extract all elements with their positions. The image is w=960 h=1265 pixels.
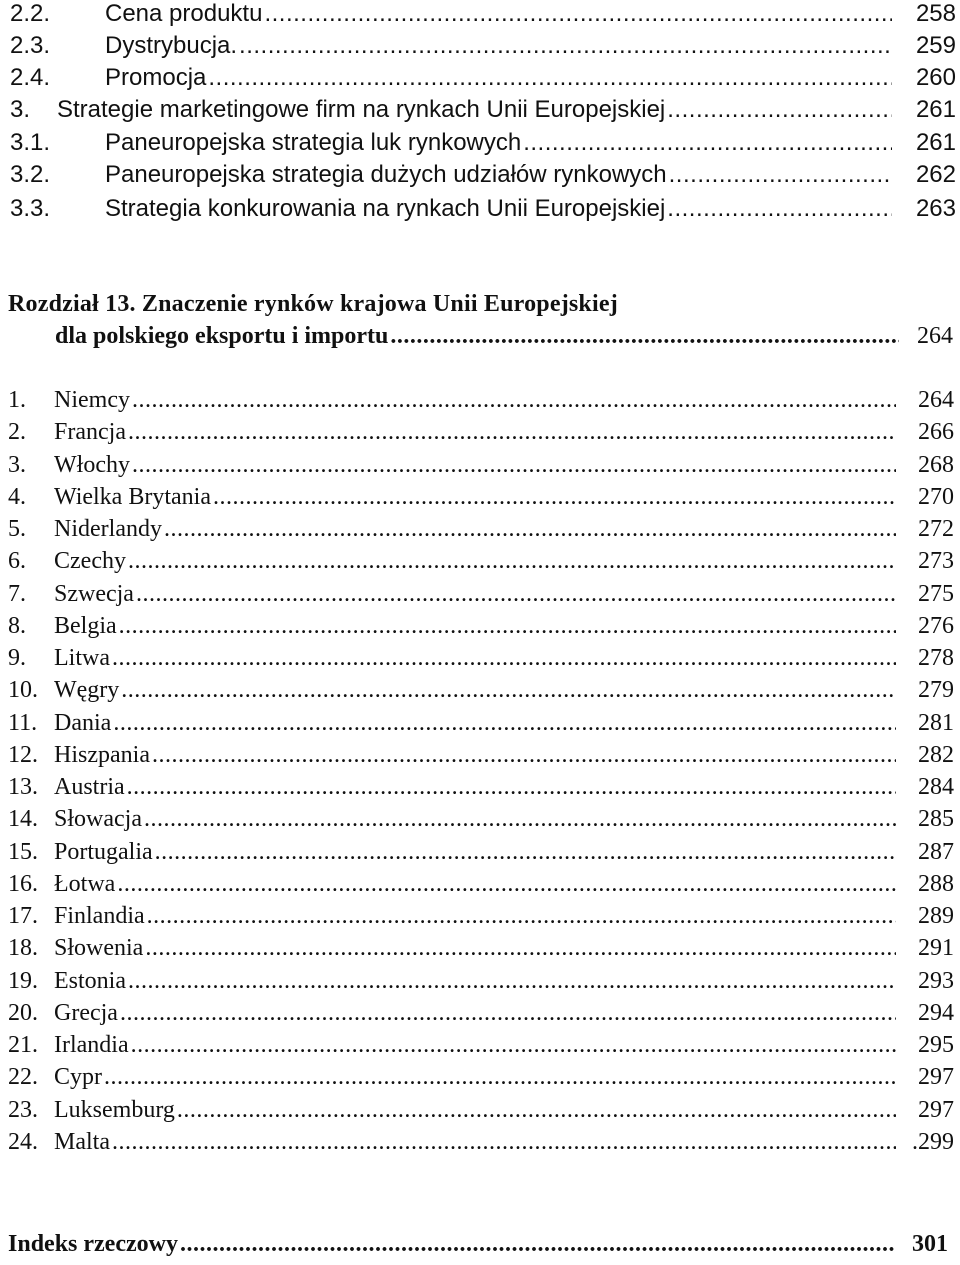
dot-leader <box>164 516 896 543</box>
entry-number: 1. <box>8 387 26 413</box>
entry-number: 5. <box>8 516 26 542</box>
entry-number: 4. <box>8 484 26 510</box>
entry-page: 278 <box>918 645 954 671</box>
entry-number: 2.2. <box>10 0 51 27</box>
entry-page: 276 <box>918 613 954 639</box>
entry-page: 270 <box>918 484 954 510</box>
index-entry[interactable] <box>8 1231 948 1258</box>
entry-page: 268 <box>918 452 954 478</box>
dot-leader <box>117 871 896 898</box>
entry-number: 2.3. <box>10 32 51 59</box>
entry-number: 23. <box>8 1097 38 1123</box>
dot-leader <box>128 419 896 446</box>
entry-page: 297 <box>918 1097 954 1123</box>
entry-number: 13. <box>8 774 38 800</box>
entry-title: Niemcy <box>54 387 130 413</box>
toc-entry-country[interactable] <box>8 710 954 737</box>
dot-leader <box>180 1231 894 1258</box>
dot-leader <box>104 1064 896 1091</box>
toc-entry-country[interactable] <box>8 774 954 801</box>
toc-entry-country[interactable] <box>8 871 954 898</box>
entry-number: 3.2. <box>10 161 51 188</box>
dot-leader <box>131 1032 896 1059</box>
toc-entry-country[interactable] <box>8 452 954 479</box>
entry-title: Strategia konkurowania na rynkach Unii Europejskiej <box>105 195 666 222</box>
toc-entry[interactable] <box>10 129 956 157</box>
dot-leader <box>667 195 892 223</box>
entry-page: 261 <box>915 96 956 123</box>
entry-title: Niderlandy <box>54 516 162 542</box>
dot-leader <box>120 1000 896 1027</box>
entry-page: 261 <box>915 129 956 156</box>
entry-title: Słowenia <box>54 935 144 961</box>
toc-entry-country[interactable] <box>8 548 954 575</box>
toc-entry-country[interactable] <box>8 1097 954 1124</box>
entry-title: Łotwa <box>54 871 116 897</box>
index-page: 301 <box>912 1231 948 1257</box>
entry-number: 15. <box>8 839 38 865</box>
toc-entry-country[interactable] <box>8 516 954 543</box>
entry-title: Finlandia <box>54 903 145 929</box>
toc-entry[interactable] <box>10 195 956 223</box>
entry-page: 259 <box>915 32 956 59</box>
entry-title: Estonia <box>54 968 126 994</box>
entry-title: Cypr <box>54 1064 102 1090</box>
entry-title: Austria <box>54 774 125 800</box>
entry-title: Luksemburg <box>54 1097 175 1123</box>
toc-entry-country[interactable] <box>8 677 954 704</box>
dot-leader <box>145 935 896 962</box>
entry-page: 295 <box>918 1032 954 1058</box>
entry-number: 20. <box>8 1000 38 1026</box>
chapter-heading-continued[interactable] <box>55 323 953 350</box>
toc-entry-country[interactable] <box>8 484 954 511</box>
entry-number: 22. <box>8 1064 38 1090</box>
dot-leader <box>112 645 896 672</box>
entry-page: 272 <box>918 516 954 542</box>
entry-number: 17. <box>8 903 38 929</box>
entry-page: 297 <box>918 1064 954 1090</box>
entry-title: Włochy <box>54 452 130 478</box>
dot-leader <box>136 581 896 608</box>
entry-title: Grecja <box>54 1000 118 1026</box>
dot-leader <box>147 903 896 930</box>
dot-leader <box>213 484 896 511</box>
toc-entry[interactable] <box>10 96 956 124</box>
entry-title: Szwecja <box>54 581 134 607</box>
entry-number: 18. <box>8 935 38 961</box>
entry-title: Węgry <box>54 677 120 703</box>
entry-number: 3. <box>8 452 26 478</box>
toc-entry-country[interactable] <box>8 613 954 640</box>
toc-entry-country[interactable] <box>8 1000 954 1027</box>
dot-leader <box>152 742 896 769</box>
entry-number: 8. <box>8 613 26 639</box>
entry-title: Słowacja <box>54 806 142 832</box>
entry-number: 24. <box>8 1129 38 1155</box>
entry-page: 279 <box>918 677 954 703</box>
toc-entry-country[interactable] <box>8 903 954 930</box>
entry-number: 3. <box>10 96 31 123</box>
entry-page: 262 <box>915 161 956 188</box>
entry-page: 287 <box>918 839 954 865</box>
toc-entry-country[interactable] <box>8 742 954 769</box>
toc-entry-country[interactable] <box>8 387 954 414</box>
dot-leader <box>667 96 892 124</box>
toc-entry-country[interactable] <box>8 839 954 866</box>
dot-leader <box>669 161 892 189</box>
toc-entry-country[interactable] <box>8 935 954 962</box>
entry-page: 258 <box>915 0 956 27</box>
toc-entry-country[interactable] <box>8 968 954 995</box>
dot-leader <box>119 613 896 640</box>
toc-entry-country[interactable] <box>8 1032 954 1059</box>
entry-number: 6. <box>8 548 26 574</box>
entry-title: Promocja <box>105 64 207 91</box>
dot-leader <box>127 774 896 801</box>
toc-entry-country[interactable] <box>8 1064 954 1091</box>
entry-title: Paneuropejska strategia dużych udziałów rynkowych <box>105 161 667 188</box>
dot-leader <box>112 1129 896 1156</box>
entry-title: Wielka Brytania <box>54 484 211 510</box>
dot-leader <box>144 806 896 833</box>
entry-page: 285 <box>918 806 954 832</box>
dot-leader <box>128 968 896 995</box>
entry-page: 273 <box>918 548 954 574</box>
toc-entry[interactable] <box>10 64 956 92</box>
entry-title: Dania <box>54 710 112 736</box>
entry-title: Francja <box>54 419 126 445</box>
entry-title: Cena produktu <box>105 0 263 27</box>
dot-leader <box>208 64 892 92</box>
entry-page: 289 <box>918 903 954 929</box>
toc-entry-country[interactable] <box>8 419 954 446</box>
entry-title: Dystrybucja. <box>105 32 238 59</box>
entry-number: 12. <box>8 742 38 768</box>
dot-leader <box>128 548 896 575</box>
dot-leader <box>132 387 896 414</box>
dot-leader <box>113 710 896 737</box>
chapter-title: Rozdział 13. Znaczenie rynków krajowa Unii Europejskiej <box>8 291 618 317</box>
entry-number: 2. <box>8 419 26 445</box>
entry-number: 2.4. <box>10 64 51 91</box>
toc-entry[interactable] <box>10 0 956 28</box>
entry-page: 275 <box>918 581 954 607</box>
entry-page: 264 <box>918 387 954 413</box>
entry-title: Malta <box>54 1129 110 1155</box>
toc-entry-country[interactable] <box>8 581 954 608</box>
dot-leader <box>132 452 896 479</box>
entry-page: 263 <box>915 195 956 222</box>
entry-number: 16. <box>8 871 38 897</box>
dot-leader <box>155 839 896 866</box>
toc-entry-country[interactable] <box>8 645 954 672</box>
entry-number: 9. <box>8 645 26 671</box>
toc-entry[interactable] <box>10 161 956 189</box>
chapter-heading[interactable] <box>8 291 618 318</box>
entry-number: 3.3. <box>10 195 51 222</box>
dot-leader <box>177 1097 896 1124</box>
entry-page: 281 <box>918 710 954 736</box>
chapter-page: 264 <box>917 323 953 349</box>
entry-page: 284 <box>918 774 954 800</box>
entry-page: 288 <box>918 871 954 897</box>
toc-entry-country[interactable] <box>8 1129 954 1156</box>
entry-number: 3.1. <box>10 129 51 156</box>
entry-page: 294 <box>918 1000 954 1026</box>
entry-title: Czechy <box>54 548 126 574</box>
entry-title: Hiszpania <box>54 742 150 768</box>
toc-entry[interactable] <box>10 32 956 60</box>
chapter-title-line2: dla polskiego eksportu i importu <box>55 323 389 349</box>
entry-page: 293 <box>918 968 954 994</box>
toc-entry-country[interactable] <box>8 806 954 833</box>
entry-page: 266 <box>918 419 954 445</box>
entry-number: 11. <box>8 710 38 736</box>
entry-page: 260 <box>915 64 956 91</box>
entry-title: Strategie marketingowe firm na rynkach Unii Europejskiej <box>57 96 666 123</box>
entry-title: Paneuropejska strategia luk rynkowych <box>105 129 522 156</box>
dot-leader <box>523 129 892 157</box>
dot-leader <box>390 323 899 350</box>
entry-number: 7. <box>8 581 26 607</box>
entry-title: Litwa <box>54 645 110 671</box>
dot-leader <box>121 677 896 704</box>
entry-title: Irlandia <box>54 1032 129 1058</box>
entry-page: .299 <box>912 1129 954 1155</box>
dot-leader <box>264 0 892 28</box>
dot-leader <box>239 32 892 60</box>
entry-page: 282 <box>918 742 954 768</box>
entry-number: 19. <box>8 968 38 994</box>
entry-number: 10. <box>8 677 38 703</box>
entry-number: 21. <box>8 1032 38 1058</box>
entry-page: 291 <box>918 935 954 961</box>
entry-title: Portugalia <box>54 839 153 865</box>
entry-number: 14. <box>8 806 38 832</box>
entry-title: Belgia <box>54 613 117 639</box>
index-title: Indeks rzeczowy <box>8 1231 178 1257</box>
